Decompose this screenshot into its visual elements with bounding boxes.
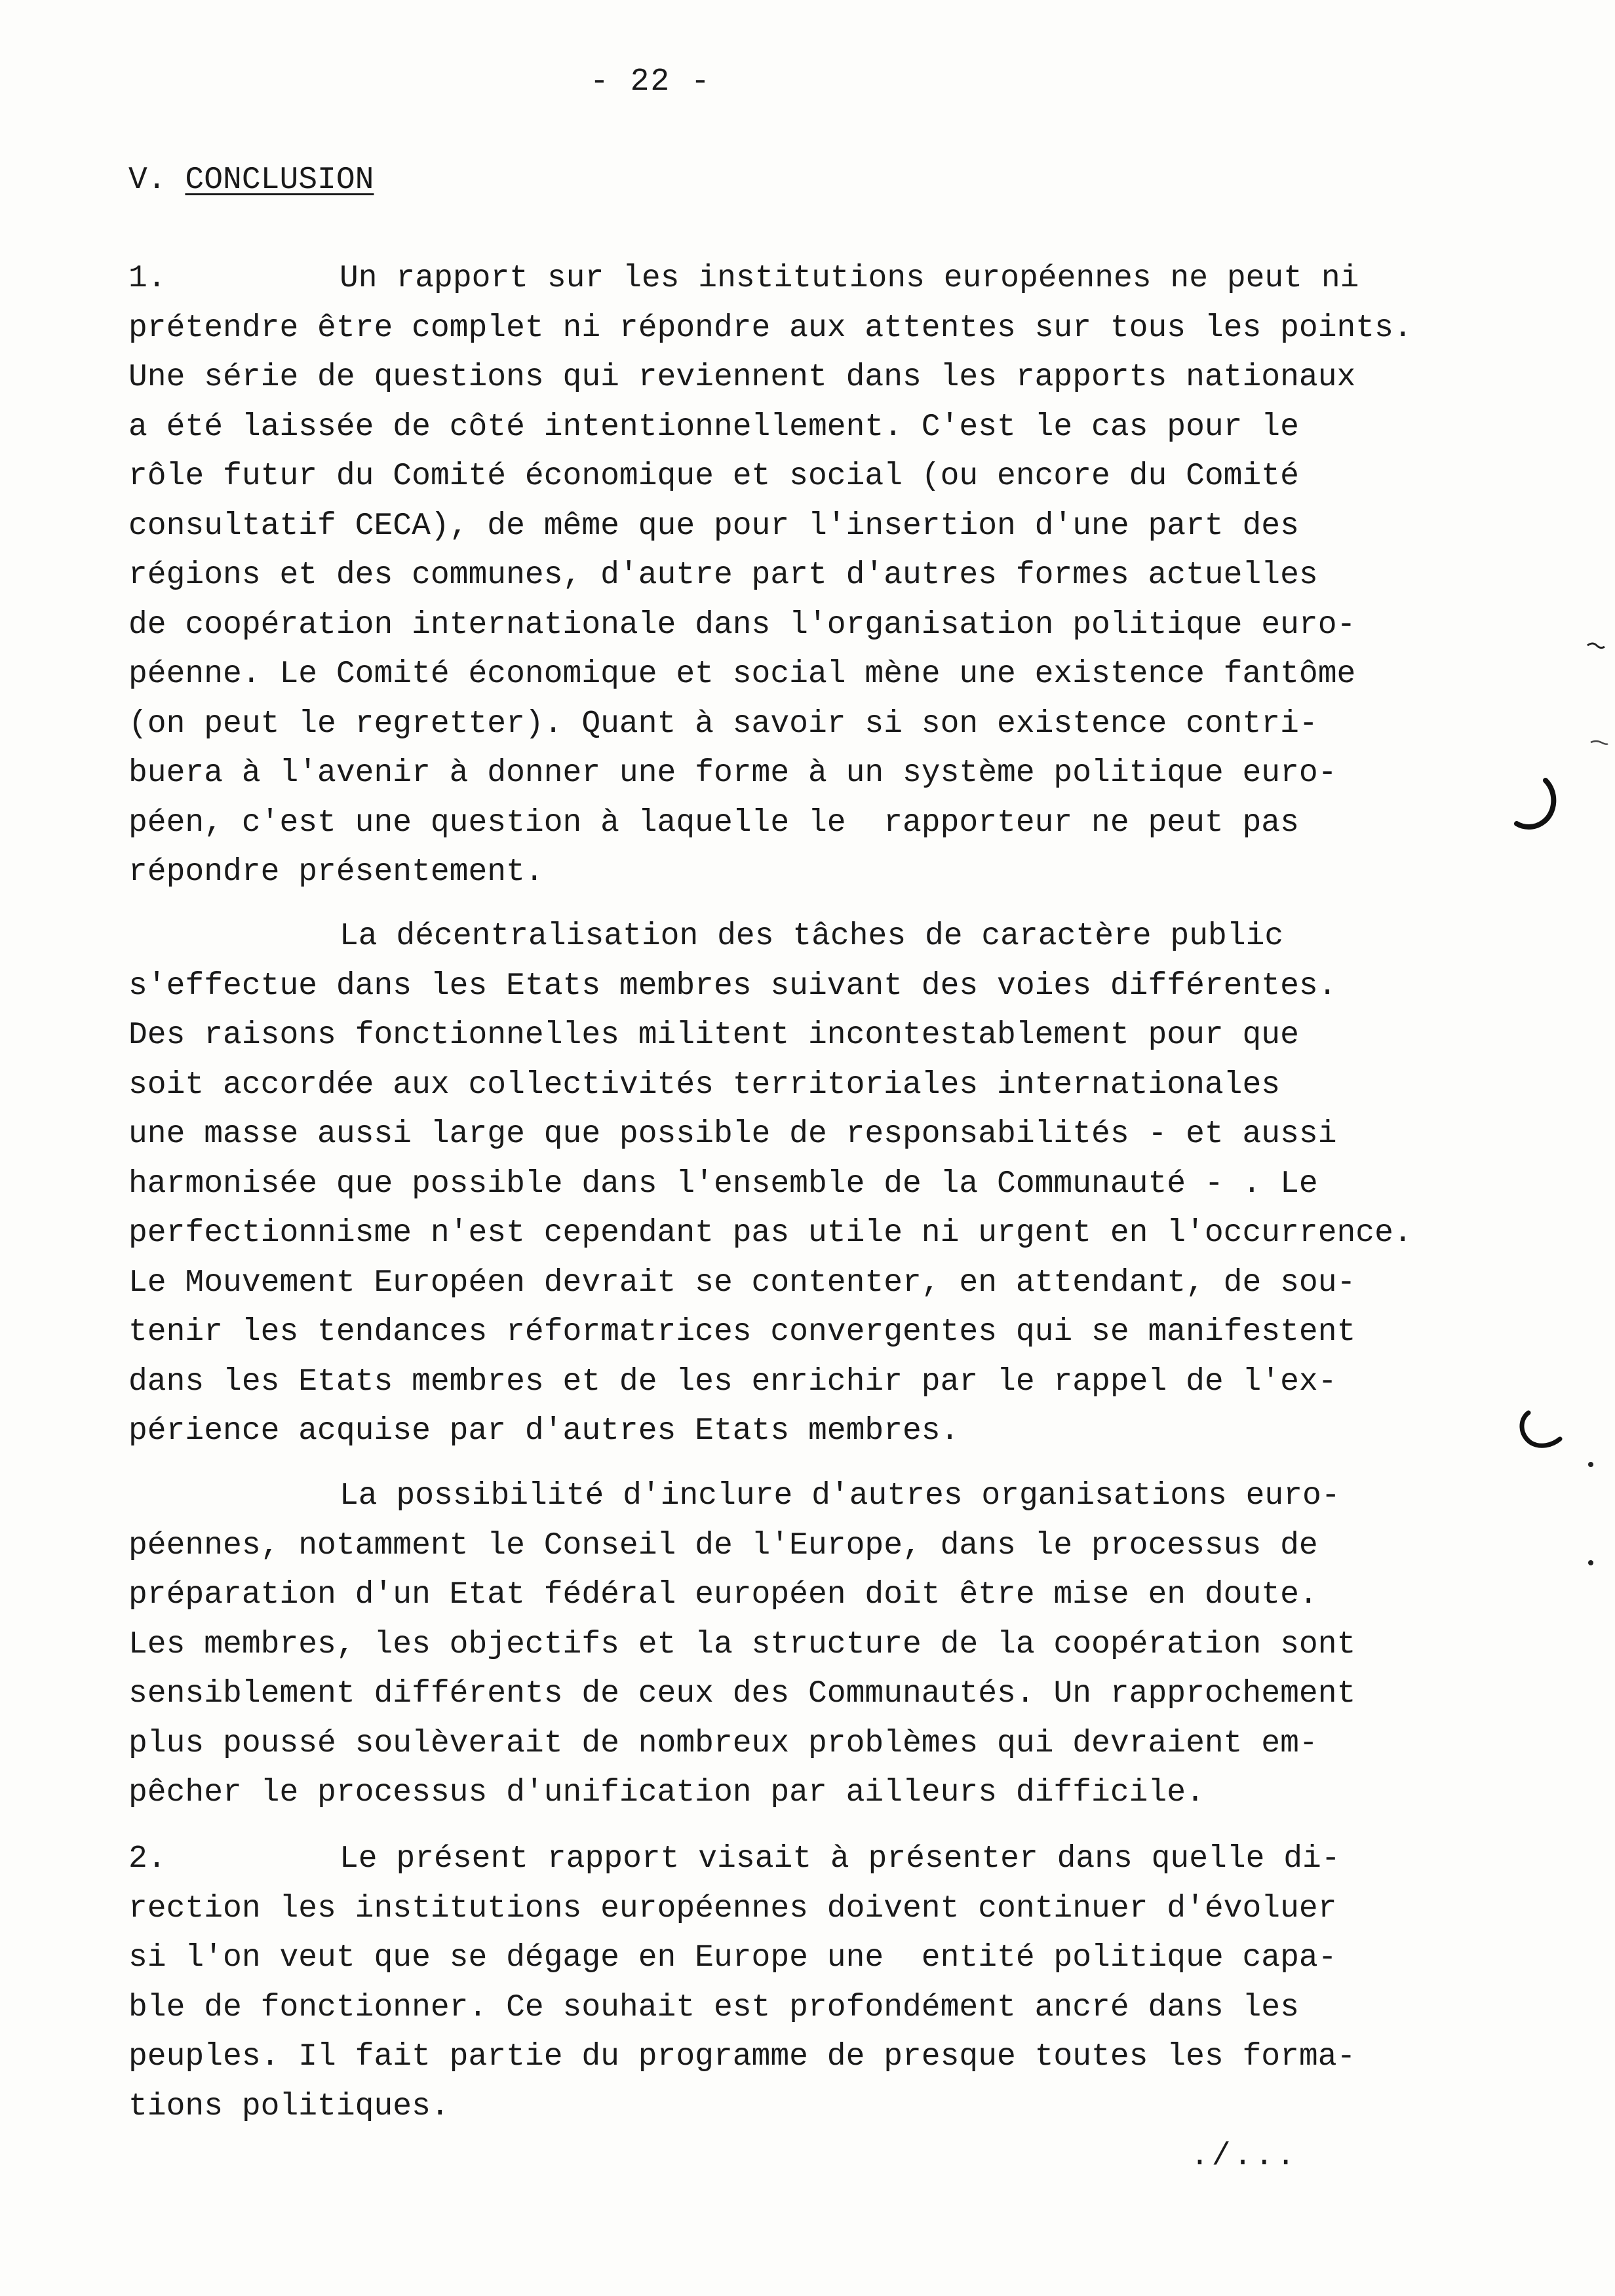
text-line: tions politiques.	[128, 2088, 450, 2124]
text-line: prétendre être complet ni répondre aux attentes sur tous les points.	[128, 310, 1412, 346]
page-number: - 22 -	[590, 64, 711, 100]
scan-mark	[1514, 776, 1566, 835]
text-line: périence acquise par d'autres Etats membres.	[128, 1413, 960, 1449]
continuation-mark: ./...	[1190, 2139, 1298, 2174]
text-line: (on peut le regretter). Quant à savoir si son existence contri-	[128, 706, 1318, 742]
section-title: CONCLUSION	[185, 163, 374, 198]
text-line: peuples. Il fait partie du programme de presque toutes les forma-	[128, 2039, 1356, 2075]
paragraph-number: 2.	[128, 1841, 166, 1877]
text-line: soit accordée aux collectivités territoriales internationales	[128, 1067, 1281, 1103]
text-line: régions et des communes, d'autre part d'autres formes actuelles	[128, 558, 1318, 593]
section-numeral: V.	[128, 163, 166, 198]
text-line: rôle futur du Comité économique et social (ou encore du Comité	[128, 459, 1299, 494]
section-heading	[128, 163, 374, 198]
text-line: Le Mouvement Européen devrait se contenter, en attendant, de sou-	[128, 1265, 1356, 1301]
text-line: péenne. Le Comité économique et social mène une existence fantôme	[128, 657, 1356, 692]
text-line: sensiblement différents de ceux des Communautés. Un rapprochement	[128, 1676, 1356, 1712]
text-line: Une série de questions qui reviennent dans les rapports nationaux	[128, 360, 1356, 395]
text-line: dans les Etats membres et de les enrichir par le rappel de l'ex-	[128, 1364, 1337, 1400]
text-line: ble de fonctionner. Ce souhait est profondément ancré dans les	[128, 1989, 1299, 2025]
text-line: Un rapport sur les institutions européennes ne peut ni	[340, 261, 1359, 296]
scan-mark	[1586, 1460, 1595, 1469]
text-line: consultatif CECA), de même que pour l'insertion d'une part des	[128, 508, 1299, 544]
paragraph-1	[128, 254, 1492, 898]
text-line: plus poussé soulèverait de nombreux problèmes qui devraient em-	[128, 1725, 1318, 1761]
text-line: s'effectue dans les Etats membres suivant des voies différentes.	[128, 968, 1337, 1004]
text-line: péen, c'est une question à laquelle le rapporteur ne peut pas	[128, 805, 1299, 841]
text-line: rection les institutions européennes doivent continuer d'évoluer	[128, 1890, 1337, 1926]
paragraph-number: 1.	[128, 261, 166, 296]
scan-mark	[1586, 639, 1606, 652]
text-line: tenir les tendances réformatrices convergentes qui se manifestent	[128, 1314, 1356, 1350]
text-line: une masse aussi large que possible de responsabilités - et aussi	[128, 1117, 1337, 1152]
text-line: perfectionnisme n'est cependant pas utile ni urgent en l'occurrence.	[128, 1215, 1412, 1251]
text-line: Des raisons fonctionnelles militent incontestablement pour que	[128, 1018, 1299, 1053]
text-line: répondre présentement.	[128, 854, 544, 890]
paragraph-4	[128, 1835, 1492, 2132]
text-line: si l'on veut que se dégage en Europe une entité politique capa-	[128, 1940, 1337, 1976]
text-line: harmonisée que possible dans l'ensemble de la Communauté - . Le	[128, 1166, 1318, 1202]
text-line: péennes, notamment le Conseil de l'Europe, dans le processus de	[128, 1527, 1318, 1563]
paragraph-3	[128, 1472, 1492, 1818]
text-line: Les membres, les objectifs et la structure de la coopération sont	[128, 1626, 1356, 1662]
text-line: de coopération internationale dans l'organisation politique euro-	[128, 607, 1356, 643]
text-line: Le présent rapport visait à présenter dans quelle di-	[340, 1841, 1340, 1877]
text-line: La décentralisation des tâches de caractère public	[340, 919, 1284, 954]
text-line: pêcher le processus d'unification par ailleurs difficile.	[128, 1775, 1205, 1810]
paragraph-2	[128, 912, 1492, 1457]
text-line: a été laissée de côté intentionnellement. C'est le cas pour le	[128, 409, 1299, 445]
scan-mark	[1586, 1558, 1595, 1567]
text-line: préparation d'un Etat fédéral européen doit être mise en doute.	[128, 1577, 1318, 1613]
scan-mark	[1589, 737, 1609, 748]
text-line: La possibilité d'inclure d'autres organisations euro-	[340, 1478, 1340, 1514]
scan-mark	[1514, 1409, 1566, 1461]
text-line: buera à l'avenir à donner une forme à un système politique euro-	[128, 756, 1337, 791]
